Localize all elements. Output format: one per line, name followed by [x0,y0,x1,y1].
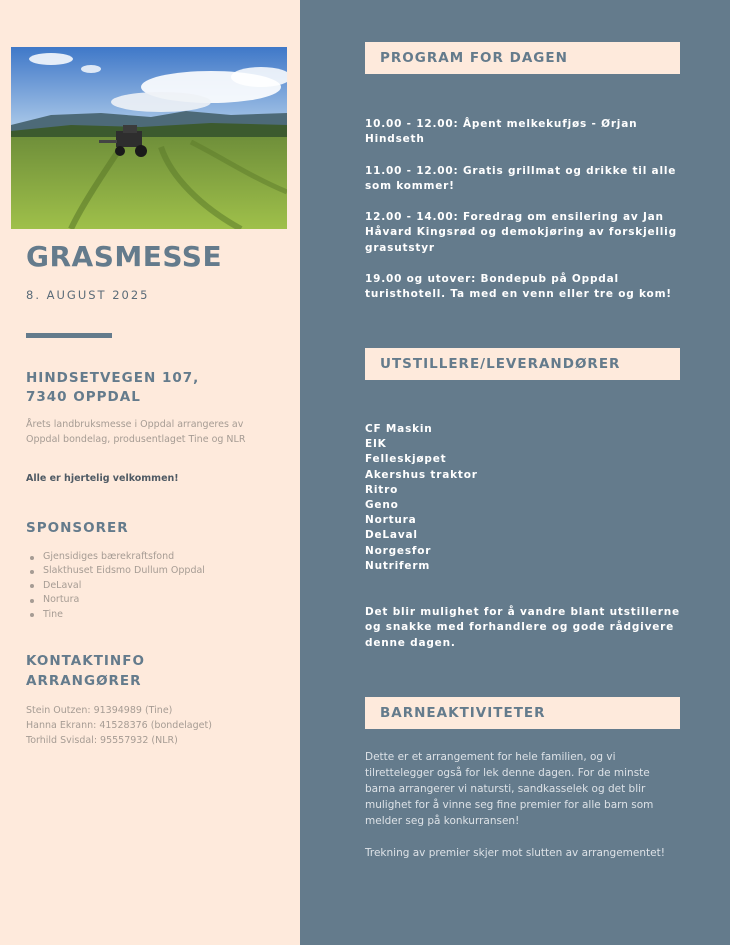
program-item: 11.00 - 12.00: Gratis grillmat og drikke til alle som kommer! [365,164,677,192]
sponsor-item: Slakthuset Eidsmo Dullum Oppdal [26,564,205,578]
program-heading-band [365,42,680,74]
exhibitor-item: CF Maskin [365,423,433,435]
exhibitor-item: Ritro [365,483,399,496]
contact-person: Hanna Ekrann: 41528376 (bondelaget) [26,720,212,731]
contact-list [26,703,212,748]
address-line1: HINDSETVEGEN 107, [26,370,200,386]
address-line2: 7340 OPPDAL [26,389,141,405]
kids-heading-band [365,697,680,729]
sponsor-item: Nortura [26,593,205,607]
event-date: 8. AUGUST 2025 [26,288,150,302]
exhibitors-note: Det blir mulighet for å vandre blant utstillerne og snakke med forhandlere og gode rådgivere denne dagen. [365,606,680,649]
left-column [0,0,300,945]
contact-heading [26,652,145,691]
event-address [26,369,286,407]
kids-text [365,749,680,878]
sponsor-item: DeLaval [26,579,205,593]
exhibitor-item: Nortura [365,514,417,527]
exhibitor-list [365,422,478,574]
program-item: 10.00 - 12.00: Åpent melkekufjøs - Ørjan Hindseth [365,118,638,146]
sponsor-item: Tine [26,608,205,622]
sponsor-list [26,550,205,622]
contact-heading-line1: KONTAKTINFO [26,653,145,669]
kids-paragraph: Dette er et arrangement for hele familien, og vi tilrettelegger også for lek denne dagen. For de minste barna arrangerer vi natursti, sandkasselek og det blir mulighet for å vinne seg fine premier for alle barn som melder seg på konkurransen! [365,751,654,828]
contact-person: Torhild Svisdal: 95557932 (NLR) [26,735,178,746]
exhibitor-item: EIK [365,438,387,451]
kids-heading: BARNEAKTIVITETER [380,705,546,721]
title-divider [26,333,112,338]
event-title: GRASMESSE [26,240,223,273]
program-list [365,117,683,319]
contact-heading-line2: ARRANGØRER [26,672,142,689]
field-tractor-photo [11,47,287,229]
sponsor-item: Gjensidiges bærekraftsfond [26,550,205,564]
exhibitor-item: Geno [365,499,399,512]
exhibitor-item: Akershus traktor [365,468,478,481]
exhibitor-item: Nutriferm [365,559,431,572]
program-heading: PROGRAM FOR DAGEN [380,50,568,66]
exhibitor-item: Felleskjøpet [365,453,447,466]
exhibitor-item: Norgesfor [365,544,432,557]
contact-person: Stein Outzen: 91394989 (Tine) [26,705,173,716]
exhibitors-heading: UTSTILLERE/LEVERANDØRER [380,356,621,372]
kids-paragraph: Trekning av premier skjer mot slutten av arrangementet! [365,847,665,860]
exhibitors-heading-band [365,348,680,380]
exhibitor-item: DeLaval [365,529,418,542]
welcome-text: Alle er hjertelig velkommen! [26,473,179,484]
program-item: 12.00 - 14.00: Foredrag om ensilering av Jan Håvard Kingsrød og demokjøring av forskjellig grasutstyr [365,211,677,254]
event-intro: Årets landbruksmesse i Oppdal arrangeres av Oppdal bondelag, produsentlaget Tine og NLR [26,419,246,445]
program-item: 19.00 og utover: Bondepub på Oppdal turisthotell. Ta med en venn eller tre og kom! [365,273,672,301]
sponsors-heading: SPONSORER [26,520,129,536]
